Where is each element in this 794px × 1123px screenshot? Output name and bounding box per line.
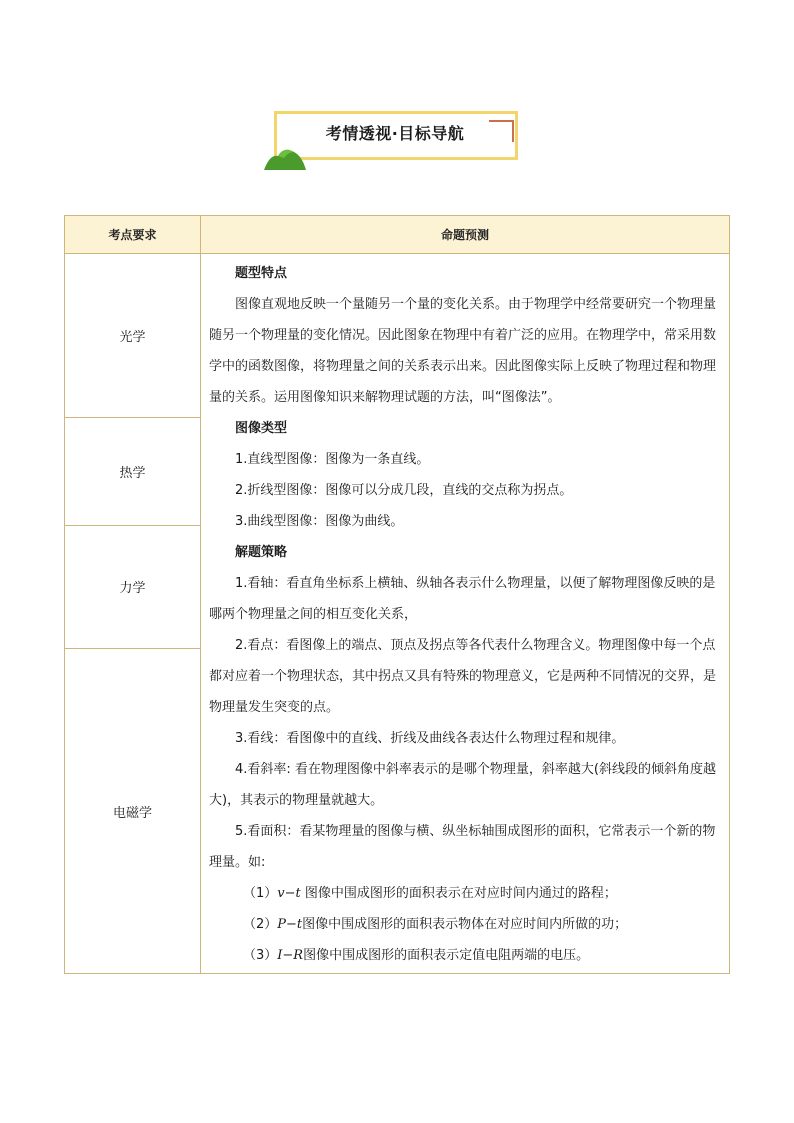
section-banner <box>264 108 526 170</box>
example-number: （3） <box>243 948 278 963</box>
example-ir <box>209 940 721 971</box>
header-prediction: 命题预测 <box>201 216 730 254</box>
banner-accent-tick <box>512 120 514 142</box>
strategy-points: 2.看点：看图像上的端点、顶点及拐点等各代表什么物理含义。物理图像中每一个点都对应着一个物理状态，其中拐点又具有特殊的物理意义，它是两种不同情况的交界，是物理量发生突变的点。 <box>209 638 717 715</box>
graph-type-curve: 3.曲线型图像：图像为曲线。 <box>235 514 404 529</box>
graph-type-linear: 1.直线型图像：图像为一条直线。 <box>235 452 430 467</box>
heading-graph-types: 图像类型 <box>235 421 288 436</box>
category-mechanics: 力学 <box>65 525 201 648</box>
example-pt <box>209 909 721 940</box>
graph-type-polyline: 2.折线型图像：图像可以分成几段，直线的交点称为拐点。 <box>235 483 573 498</box>
strategy-slope: 4.看斜率: 看在物理图像中斜率表示的是哪个物理量，斜率越大(斜线段的倾斜角度越大)，其表示的物理量就越大。 <box>209 762 716 808</box>
example-math: v−t <box>277 886 301 901</box>
paragraph-features: 图像直观地反映一个量随另一个量的变化关系。由于物理学中经常要研究一个物理量随另一个物理量的变化情况。因此图象在物理中有着广泛的应用。在物理学中，常采用数学中的函数图像，将物理量之间的关系表示出来。因此图像实际上反映了物理过程和物理量的关系。运用图像知识来解物理试题的方法，叫“图像法”。 <box>209 297 717 405</box>
example-number: （1） <box>243 886 278 901</box>
example-number: （2） <box>243 917 278 932</box>
heading-question-features: 题型特点 <box>235 266 288 281</box>
heading-strategies: 解题策略 <box>235 545 288 560</box>
example-vt <box>209 878 721 909</box>
example-math: I−R <box>277 948 304 963</box>
exam-table <box>64 215 730 974</box>
strategy-lines: 3.看线：看图像中的直线、折线及曲线各表达什么物理过程和规律。 <box>235 731 625 746</box>
strategy-area: 5.看面积：看某物理量的图像与横、纵坐标轴围成图形的面积，它常表示一个新的物理量。如: <box>209 824 716 870</box>
strategy-axes: 1.看轴：看直角坐标系上横轴、纵轴各表示什么物理量，以便了解物理图像反映的是哪两个物理量之间的相互变化关系， <box>209 576 716 622</box>
hills-icon <box>264 146 308 170</box>
example-text: 图像中围成图形的面积表示在对应时间内通过的路程； <box>300 886 617 901</box>
banner-title: 考情透视·目标导航 <box>325 124 465 143</box>
category-electromagnetism: 电磁学 <box>65 649 201 974</box>
example-text: 图像中围成图形的面积表示定值电阻两端的电压。 <box>303 948 590 963</box>
example-text: 图像中围成图形的面积表示物体在对应时间内所做的功； <box>302 917 628 932</box>
category-optics: 光学 <box>65 254 201 418</box>
example-math: P−t <box>277 917 303 932</box>
banner-accent-line <box>489 120 513 122</box>
header-requirements: 考点要求 <box>65 216 201 254</box>
category-thermal: 热学 <box>65 418 201 525</box>
prediction-content <box>201 254 730 974</box>
